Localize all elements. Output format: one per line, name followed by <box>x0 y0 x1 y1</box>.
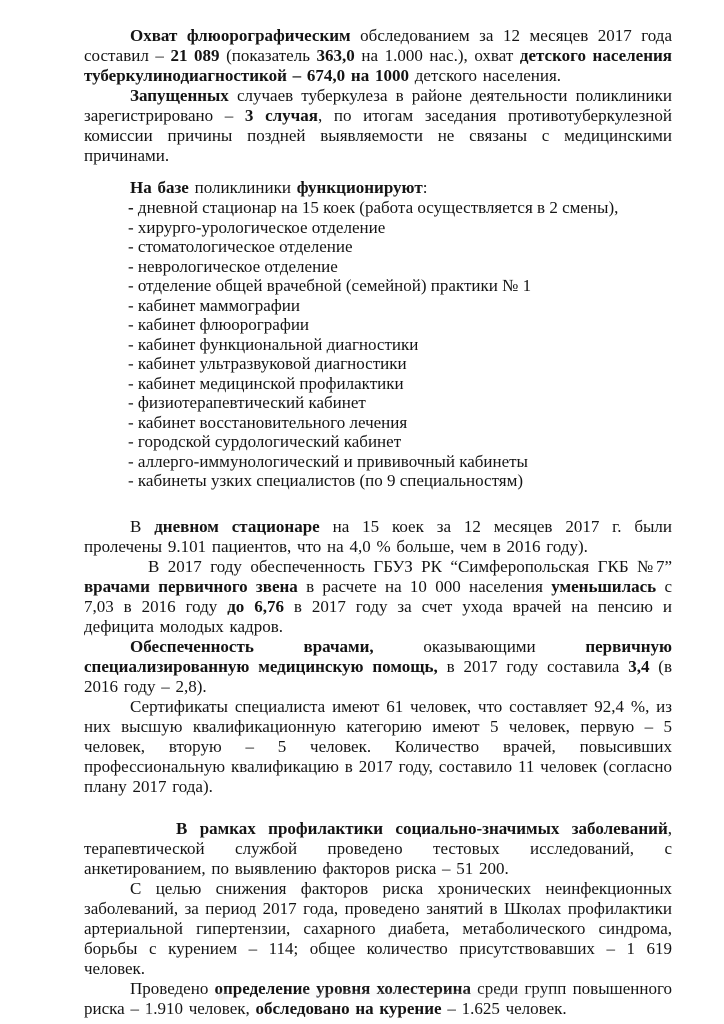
text-run: в 2017 году за счет ухода врачей на пенсию и дефицита молодых кадров. <box>84 596 672 636</box>
text-run: - хирурго-урологическое отделение <box>128 217 386 237</box>
text-run: (в 2016 году – 2,8). <box>84 656 672 696</box>
bold-run: 3,4 <box>628 656 650 676</box>
paragraph-fluorography-coverage <box>84 26 672 86</box>
paragraph-social-disease-prevention <box>84 819 672 879</box>
list-item-functional-diagnostics <box>84 335 672 355</box>
paragraph-specialist-certificates <box>84 697 672 797</box>
text-run: С целью снижения факторов риска хронических неинфекционных заболеваний, за период 2017 года, проведено занятий в Школах профилактики артериальной гипертензии, сахарного диабета, метаболического синдрома, борьбы с курением – 114; общее количество присутствовавших – 1 619 человек. <box>84 878 672 978</box>
list-item-dental <box>84 237 672 257</box>
list-item-rehabilitation <box>84 413 672 433</box>
text-run: - кабинет флюорографии <box>128 315 310 334</box>
text-run: (показатель <box>219 46 317 65</box>
text-run: с 7,03 в 2016 году <box>84 576 673 616</box>
list-item-medical-prevention <box>84 374 672 394</box>
paragraph-day-hospital-patients <box>84 517 672 557</box>
bold-run: обследовано на курение <box>255 998 442 1018</box>
bold-run: 21 089 <box>170 46 220 65</box>
paragraph-clinic-units-heading <box>84 178 672 198</box>
bold-run: определение уровня холестерина <box>214 978 471 998</box>
text-run: - кабинет маммографии <box>128 295 300 315</box>
list-item-narrow-specialists <box>84 471 672 491</box>
text-run: - городской сурдологический кабинет <box>128 432 402 451</box>
bold-run: функционируют <box>296 178 423 197</box>
list-item-fluorography <box>84 315 672 335</box>
paragraph-cholesterol-smoking-screening <box>84 979 672 1019</box>
text-run: - кабинет функциональной диагностики <box>128 334 419 354</box>
list-item-audiology <box>84 432 672 452</box>
text-run: - кабинет медицинской профилактики <box>128 373 404 393</box>
bold-run: Обеспеченность врачами, <box>130 636 374 656</box>
text-run: - кабинеты узких специалистов (по 9 специальностям) <box>128 471 524 490</box>
bold-run: Охват флюорографическим <box>130 26 351 45</box>
text-run: обследованием за 12 месяцев 2017 года составил – <box>84 26 672 65</box>
bold-run: до 6,76 <box>227 596 284 616</box>
text-run: поликлиники <box>188 178 297 197</box>
paragraph-specialized-care-staffing <box>84 637 672 697</box>
text-run: - аллерго-иммунологический и прививочный кабинеты <box>128 451 528 471</box>
text-run: : <box>422 178 428 197</box>
scan-artifact <box>148 1006 152 1015</box>
bold-run: 3 случая <box>244 106 318 125</box>
paragraph-primary-care-staffing <box>84 557 672 637</box>
text-run: , терапевтической службой проведено тестовых исследований, с анкетированием, по выявлению факторов риска – 51 200. <box>84 818 672 878</box>
text-run: - стоматологическое отделение <box>128 237 353 256</box>
bold-run: детского населения туберкулинодиагностикой – 674,0 на 1000 <box>84 46 672 85</box>
text-run: случаев туберкулеза в районе деятельности поликлиники зарегистрировано – <box>84 86 672 125</box>
bold-run: врачами первичного звена <box>84 576 298 596</box>
clinic-units-list <box>84 198 672 491</box>
list-item-day-hospital <box>84 198 672 218</box>
text-run: – 1.625 человек. <box>441 998 567 1018</box>
bold-run: - <box>128 198 134 217</box>
bold-run: 363,0 <box>316 46 355 65</box>
text-run: - кабинет ультразвуковой диагностики <box>128 354 407 373</box>
bold-run: дневном стационаре <box>154 516 320 536</box>
text-run: - отделение общей врачебной (семейной) практики № 1 <box>128 276 532 295</box>
bold-run: первичную специализированную медицинскую помощь, <box>84 636 672 676</box>
text-run: детского населения. <box>408 66 562 85</box>
text-run: в расчете на 10 000 населения <box>297 576 552 596</box>
text-run: - физиотерапевтический кабинет <box>128 393 366 412</box>
bold-run: В рамках профилактики социально-значимых заболеваний <box>176 818 668 838</box>
text-run: на 15 коек за 12 месяцев 2017 г. были пролечены 9.101 пациентов, что на 4,0 % больше, чем в 2016 году). <box>84 516 672 556</box>
list-item-allergy-immunology <box>84 452 672 472</box>
list-item-neurology <box>84 257 672 277</box>
scan-artifact <box>300 992 560 996</box>
list-item-ultrasound <box>84 354 672 374</box>
text-run: Сертификаты специалиста имеют 61 человек, что составляет 92,4 %, из них высшую квалификационную категорию имеют 5 человек, первую – 5 человек, вторую – 5 человек. Количество врачей, повысивших профессиональную квалификацию в 2017 году, составило 11 человек (согласно плану 2017 года). <box>84 696 672 796</box>
paragraph-risk-factor-schools <box>84 879 672 979</box>
text-run: Проведено <box>130 978 215 998</box>
text-run: , по итогам заседания противотуберкулезной комиссии причины поздней выявляемости не связаны с медицинскими причинами. <box>84 106 672 165</box>
text-run: дневной стационар на 15 коек (работа осуществляется в 2 смены), <box>133 198 619 217</box>
list-item-family-practice <box>84 276 672 296</box>
bold-run: уменьшилась <box>551 576 657 596</box>
text-run: В <box>130 516 155 536</box>
bold-run: Запущенных <box>130 86 229 105</box>
text-run: на 1.000 нас.), охват <box>354 46 520 65</box>
text-run: в 2017 году составила <box>437 656 629 676</box>
list-item-physiotherapy <box>84 393 672 413</box>
bold-run: На базе <box>130 178 189 197</box>
list-item-mammography <box>84 296 672 316</box>
scan-artifact <box>218 993 228 1000</box>
text-run: В 2017 году обеспеченность ГБУЗ РК “Симферопольская ГКБ №7” <box>148 556 672 576</box>
text-run: - кабинет восстановительного лечения <box>128 412 408 432</box>
text-run: оказывающими <box>373 636 586 656</box>
paragraph-tb-neglected-cases <box>84 86 672 166</box>
text-run: - неврологическое отделение <box>128 256 338 276</box>
list-item-surgical-urology <box>84 218 672 238</box>
text-run: среди групп повышенного риска – 1.910 человек, <box>84 978 673 1018</box>
